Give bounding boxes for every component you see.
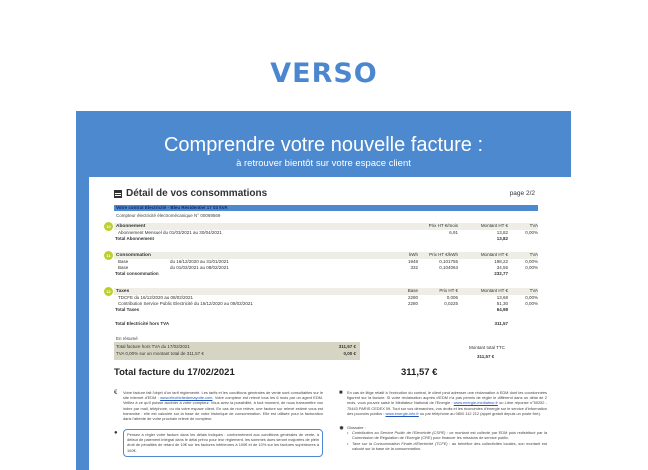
tariff-note-text: Votre facture fait l'objet d'un tarif réglementé. Les tarifs et les conditions générales de vente sont consultables sur le site internet d'EDM : xyxy=(123,390,323,401)
row-period: du 01/02/2021 au 08/02/2021 xyxy=(170,265,229,270)
summary-value-ht: 311,57 € xyxy=(338,344,356,349)
total-label: Total Abonnement xyxy=(115,236,154,241)
section-header-abonnement xyxy=(114,223,538,230)
meter-info: Compteur électricité électromécanique N° 00069569 xyxy=(116,213,221,218)
row-qty: 332 xyxy=(410,265,418,270)
energie-info-link[interactable]: www.energie-info.fr xyxy=(385,410,419,416)
row-amount: 198,22 xyxy=(494,259,508,264)
row-tva: 0,00% xyxy=(525,265,538,270)
row-amount: 13,82 xyxy=(496,230,508,235)
total-row xyxy=(114,307,538,313)
section-header-taxes xyxy=(114,288,538,295)
total-ht-row xyxy=(114,321,538,327)
euro-icon: € xyxy=(114,390,118,396)
glossary-item xyxy=(347,430,547,440)
document-title xyxy=(114,188,267,199)
row-qty: 1948 xyxy=(407,259,418,264)
col-header-amount: Montant HT € xyxy=(480,252,508,257)
col-header-price: Prix HT €/mois xyxy=(428,223,458,228)
row-price: 6,91 xyxy=(449,230,458,235)
contract-bar: Votre contrat Electricité - Bleu Résidentiel 17 03 kVA xyxy=(114,205,538,211)
verso-heading: VERSO xyxy=(270,58,378,89)
glossary xyxy=(347,425,547,451)
row-label: Base xyxy=(118,265,129,270)
glossary-definition: : ce montant est collecté par EDM puis redistribué par la Commission de Régulation de l'Energie (CRE) pour financer les missions de service public. xyxy=(352,430,547,441)
section-title: Consommation xyxy=(116,253,151,258)
row-tva: 0,00% xyxy=(525,259,538,264)
dispute-note-text: En cas de litige relatif à l'exécution du contrat, le client peut adresser une réclamation à EDM dont les coordonnées figurent sur la facture. Si votre réclamation auprès d'EDM n'a pas permis de régler le différend dans un délai de 2 mois, vous pouvez saisir le Médiateur National de l'Energie : xyxy=(347,390,547,406)
payment-notice xyxy=(123,429,323,457)
summary-line-tva: TVA 0,00% sur un montant total de 311,57 € xyxy=(116,351,204,356)
tariff-note-text-2: . Votre compteur est relevé tous les 6 mois par un agent EDM. Veillez à ce qu'il puisse accéder à votre compteur. Vous avez la possibilité, à tout moment, de nous transmettre vos index par mail, téléphone, ou via votre espace client. En cas de non relève, une facture sur relevé estimé vous est transmise : elle est calculée sur la base de votre historique de consommation. Elle est utilisée pour la facturation dans l'attente de votre prochain relevé de compteur. xyxy=(123,395,323,422)
total-row xyxy=(114,271,538,277)
total-row xyxy=(114,236,538,242)
row-tva: 0,00% xyxy=(525,301,538,306)
row-amount: 51,30 xyxy=(496,301,508,306)
section-badge: 12 xyxy=(104,287,113,296)
grand-total-label: Total facture du 17/02/2021 xyxy=(114,367,235,378)
section-title: Abonnement xyxy=(116,224,146,229)
col-header-qty: kWh xyxy=(409,252,418,257)
section-header-consommation xyxy=(114,252,538,259)
glossary-title: Glossaire : xyxy=(347,425,366,430)
ttc-value: 311,57 € xyxy=(477,354,495,359)
payment-notice-text: Pensez à régler votre facture dans les délais indiqués : conformément aux conditions générales de vente, à défaut de paiement intégral dans le délai prévu pour leur règlement, les sommes dues seront majorées de plein droit de pénalités de retard de 10€ sur les factures inférieures à 100€ et de 10% sur les factures supérieures à 100€. xyxy=(127,432,319,453)
glossary-term: Taxe sur la Consommation Finale d'Electricité (TCFE) xyxy=(352,440,448,446)
calendar-icon xyxy=(114,190,122,198)
chat-icon: ■ xyxy=(339,390,343,396)
summary-label: En résumé xyxy=(116,336,138,341)
row-price: 0,104063 xyxy=(439,265,458,270)
invoice-document xyxy=(89,177,571,470)
summary-line-ht: Total facture hors TVA du 17/02/2021 xyxy=(116,344,190,349)
grand-total-value: 311,57 € xyxy=(401,367,438,378)
total-label: Total Taxes xyxy=(115,307,140,312)
col-header-price: Prix HT € xyxy=(439,288,458,293)
bell-icon: ● xyxy=(114,430,118,436)
row-price: 0,101755 xyxy=(439,259,458,264)
col-header-price: Prix HT €/kWh xyxy=(429,252,458,257)
summary-value-tva: 0,00 € xyxy=(343,351,356,356)
glossary-item xyxy=(347,441,547,451)
mediateur-link[interactable]: www.energie-mediateur.fr xyxy=(453,400,498,406)
col-header-amount: Montant HT € xyxy=(480,288,508,293)
row-label: TDCFE du 16/12/2020 au 08/02/2021 xyxy=(118,295,194,300)
total-amount: 232,77 xyxy=(494,271,508,276)
row-qty: 2280 xyxy=(407,301,418,306)
banner-title: Comprendre votre nouvelle facture : xyxy=(163,134,484,156)
page-number: page 2/2 xyxy=(509,190,535,197)
dispute-note-text-3: ou par téléphone au 0800 112 212 (appel gratuit depuis un poste fixe). xyxy=(418,410,541,416)
total-label: Total consommation xyxy=(115,271,159,276)
col-header-tva: TVA xyxy=(529,288,538,293)
edm-website-link[interactable]: www.electricitedemayotte.com xyxy=(160,395,213,401)
dispute-note-text-2: ou Libre réponse n°59252 - 75443 PARIS CEDEX 09. Tout sur vos démarches, vos droits et les économies d'énergie sur le service d'information des pouvoirs publics : xyxy=(347,400,547,416)
tariff-note xyxy=(123,390,323,421)
total-ht-label: Total Electricité hors TVA xyxy=(115,321,170,326)
row-period: du 16/12/2020 au 31/01/2021 xyxy=(170,259,229,264)
info-banner xyxy=(76,111,571,470)
glossary-definition: : au bénéfice des collectivités locales, son montant est calculé sur la base de la consommation. xyxy=(352,440,547,451)
total-amount: 64,98 xyxy=(496,307,508,312)
section-badge: 10 xyxy=(104,222,113,231)
total-amount: 13,82 xyxy=(496,236,508,241)
row-tva: 0,00% xyxy=(525,295,538,300)
section-badge: 11 xyxy=(104,251,113,260)
document-title-text: Détail de vos consommations xyxy=(126,188,268,199)
col-header-amount: Montant HT € xyxy=(480,223,508,228)
row-label: Base xyxy=(118,259,129,264)
section-title: Taxes xyxy=(116,289,130,294)
summary-box xyxy=(114,342,360,360)
gear-icon: ✹ xyxy=(339,426,345,432)
row-amount: 13,68 xyxy=(496,295,508,300)
row-tva: 0,00% xyxy=(525,230,538,235)
row-label: Contribution Service Public Electricité du 16/12/2020 au 08/02/2021 xyxy=(118,301,253,306)
ttc-label: Montant total TTC xyxy=(469,345,505,350)
total-ht-amount: 311,57 xyxy=(494,321,508,326)
row-price: 0,0225 xyxy=(444,301,458,306)
glossary-term: Contribution au Service Public de l'Electricité (CSPE) xyxy=(352,430,446,436)
row-qty: 2280 xyxy=(407,295,418,300)
col-header-qty: Base xyxy=(407,288,418,293)
col-header-tva: TVA xyxy=(529,252,538,257)
row-price: 0,006 xyxy=(446,295,458,300)
banner-subtitle: à retrouver bientôt sur votre espace client xyxy=(236,158,411,169)
dispute-note xyxy=(347,390,547,416)
col-header-tva: TVA xyxy=(529,223,538,228)
row-label: Abonnement Mensuel du 01/03/2021 au 30/04/2021 xyxy=(118,230,222,235)
row-amount: 34,55 xyxy=(496,265,508,270)
